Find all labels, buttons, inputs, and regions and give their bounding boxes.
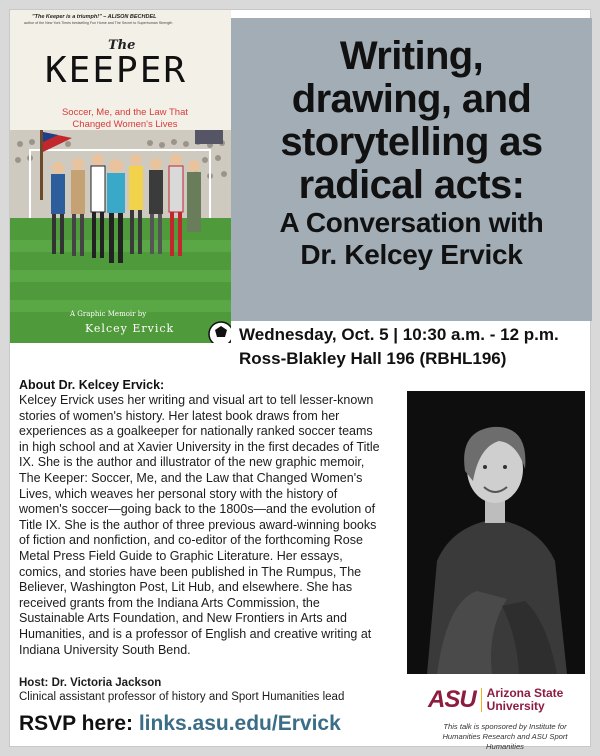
host-name: Host: Dr. Victoria Jackson — [19, 677, 162, 689]
asu-logo: ASU — [428, 686, 476, 713]
title-line: Writing, — [339, 34, 484, 78]
event-datetime: Wednesday, Oct. 5 | 10:30 a.m. - 12 p.m. — [239, 325, 559, 344]
cover-the: The — [108, 38, 136, 53]
cover-blurb-credit: author of the New York Times bestselling Fun Home and The Secret to Superhuman Strength — [24, 21, 173, 25]
bio-line: in high school and at Xavier University in the first decades of Title — [19, 439, 380, 454]
cover-blurb: "The Keeper is a triumph!" – ALISON BECHDEL — [32, 14, 157, 20]
rsvp-label: RSVP here: — [19, 712, 133, 735]
asu-branding — [428, 686, 563, 714]
bio-line: Metal Press Field Guide to Graphic Literature. Her essays, — [19, 548, 343, 563]
sponsor-note: This talk is sponsored by Institute for Humanities Research and ASU Sport Humanities — [442, 722, 568, 751]
asu-name — [487, 687, 564, 713]
event-details — [239, 323, 589, 371]
bio-line: The Keeper: Soccer, Me, and the Law that Changed Women's — [19, 470, 363, 485]
rsvp-link[interactable]: links.asu.edu/Ervick — [138, 712, 341, 735]
bio-line: IX. She is the author and illustrator of the new graphic memoir, — [19, 455, 365, 470]
bio-line: experiences as a goalkeeper for nationally ranked soccer teams — [19, 424, 373, 439]
bio-line: Sustainable Arts Foundation, and New Frontiers in Arts and — [19, 611, 347, 626]
subtitle-line: A Conversation with — [279, 207, 544, 238]
title-line: drawing, and — [291, 77, 532, 121]
asu-name-line: University — [486, 699, 545, 713]
cover-memoir-label: A Graphic Memoir by — [70, 310, 147, 318]
bio-text — [19, 393, 401, 658]
event-poster — [9, 9, 591, 751]
author-photo-image — [407, 391, 585, 674]
event-title — [231, 35, 592, 207]
event-location: Ross-Blakley Hall 196 (RBHL196) — [239, 349, 507, 368]
bio-line: Title IX. She is the author of three previous award-winning books — [19, 517, 377, 532]
bio-line: Lives, which weaves her personal story with the history of — [19, 486, 338, 501]
asu-name-line: Arizona State — [486, 686, 564, 700]
title-block — [231, 18, 592, 321]
title-line: radical acts: — [298, 163, 525, 207]
event-subtitle — [231, 207, 592, 271]
bio-line: Kelcey Ervick uses her writing and visual art to tell lesser-known — [19, 393, 374, 407]
bio-line: Believer, Washington Post, Lit Hub, and elsewhere. She has — [19, 580, 353, 595]
cover-title: KEEPER — [45, 50, 188, 91]
bio-line: Indiana University South Bend. — [19, 642, 191, 657]
host-info — [19, 676, 344, 704]
cover-subtitle: Soccer, Me, and the Law That Changed Women's Lives — [61, 107, 189, 130]
bio-line: women's soccer—going back to the 1800s—and the evolution of — [19, 502, 376, 517]
asu-divider — [481, 688, 482, 712]
bio-line: stories of women's history. Her latest book draws from her — [19, 408, 340, 423]
subtitle-line: Dr. Kelcey Ervick — [300, 239, 523, 270]
bio-line: Humanities, and is a professor of English and creative writing at — [19, 626, 372, 641]
cover-author: Kelcey Ervick — [85, 322, 175, 335]
host-role: Clinical assistant professor of history and Sport Humanities lead — [19, 691, 345, 703]
bio-heading: About Dr. Kelcey Ervick: — [19, 378, 165, 392]
book-cover — [10, 10, 231, 343]
bio-line: comics, and stories have been published in The Rumpus, The — [19, 564, 362, 579]
rsvp — [19, 712, 341, 736]
title-line: storytelling as — [280, 120, 543, 164]
author-photo — [407, 391, 585, 674]
bio-line: received grants from the Indiana Arts Commission, the — [19, 595, 320, 610]
bio-line: of fiction and nonfiction, and co-editor of the forthcoming Rose — [19, 533, 363, 548]
